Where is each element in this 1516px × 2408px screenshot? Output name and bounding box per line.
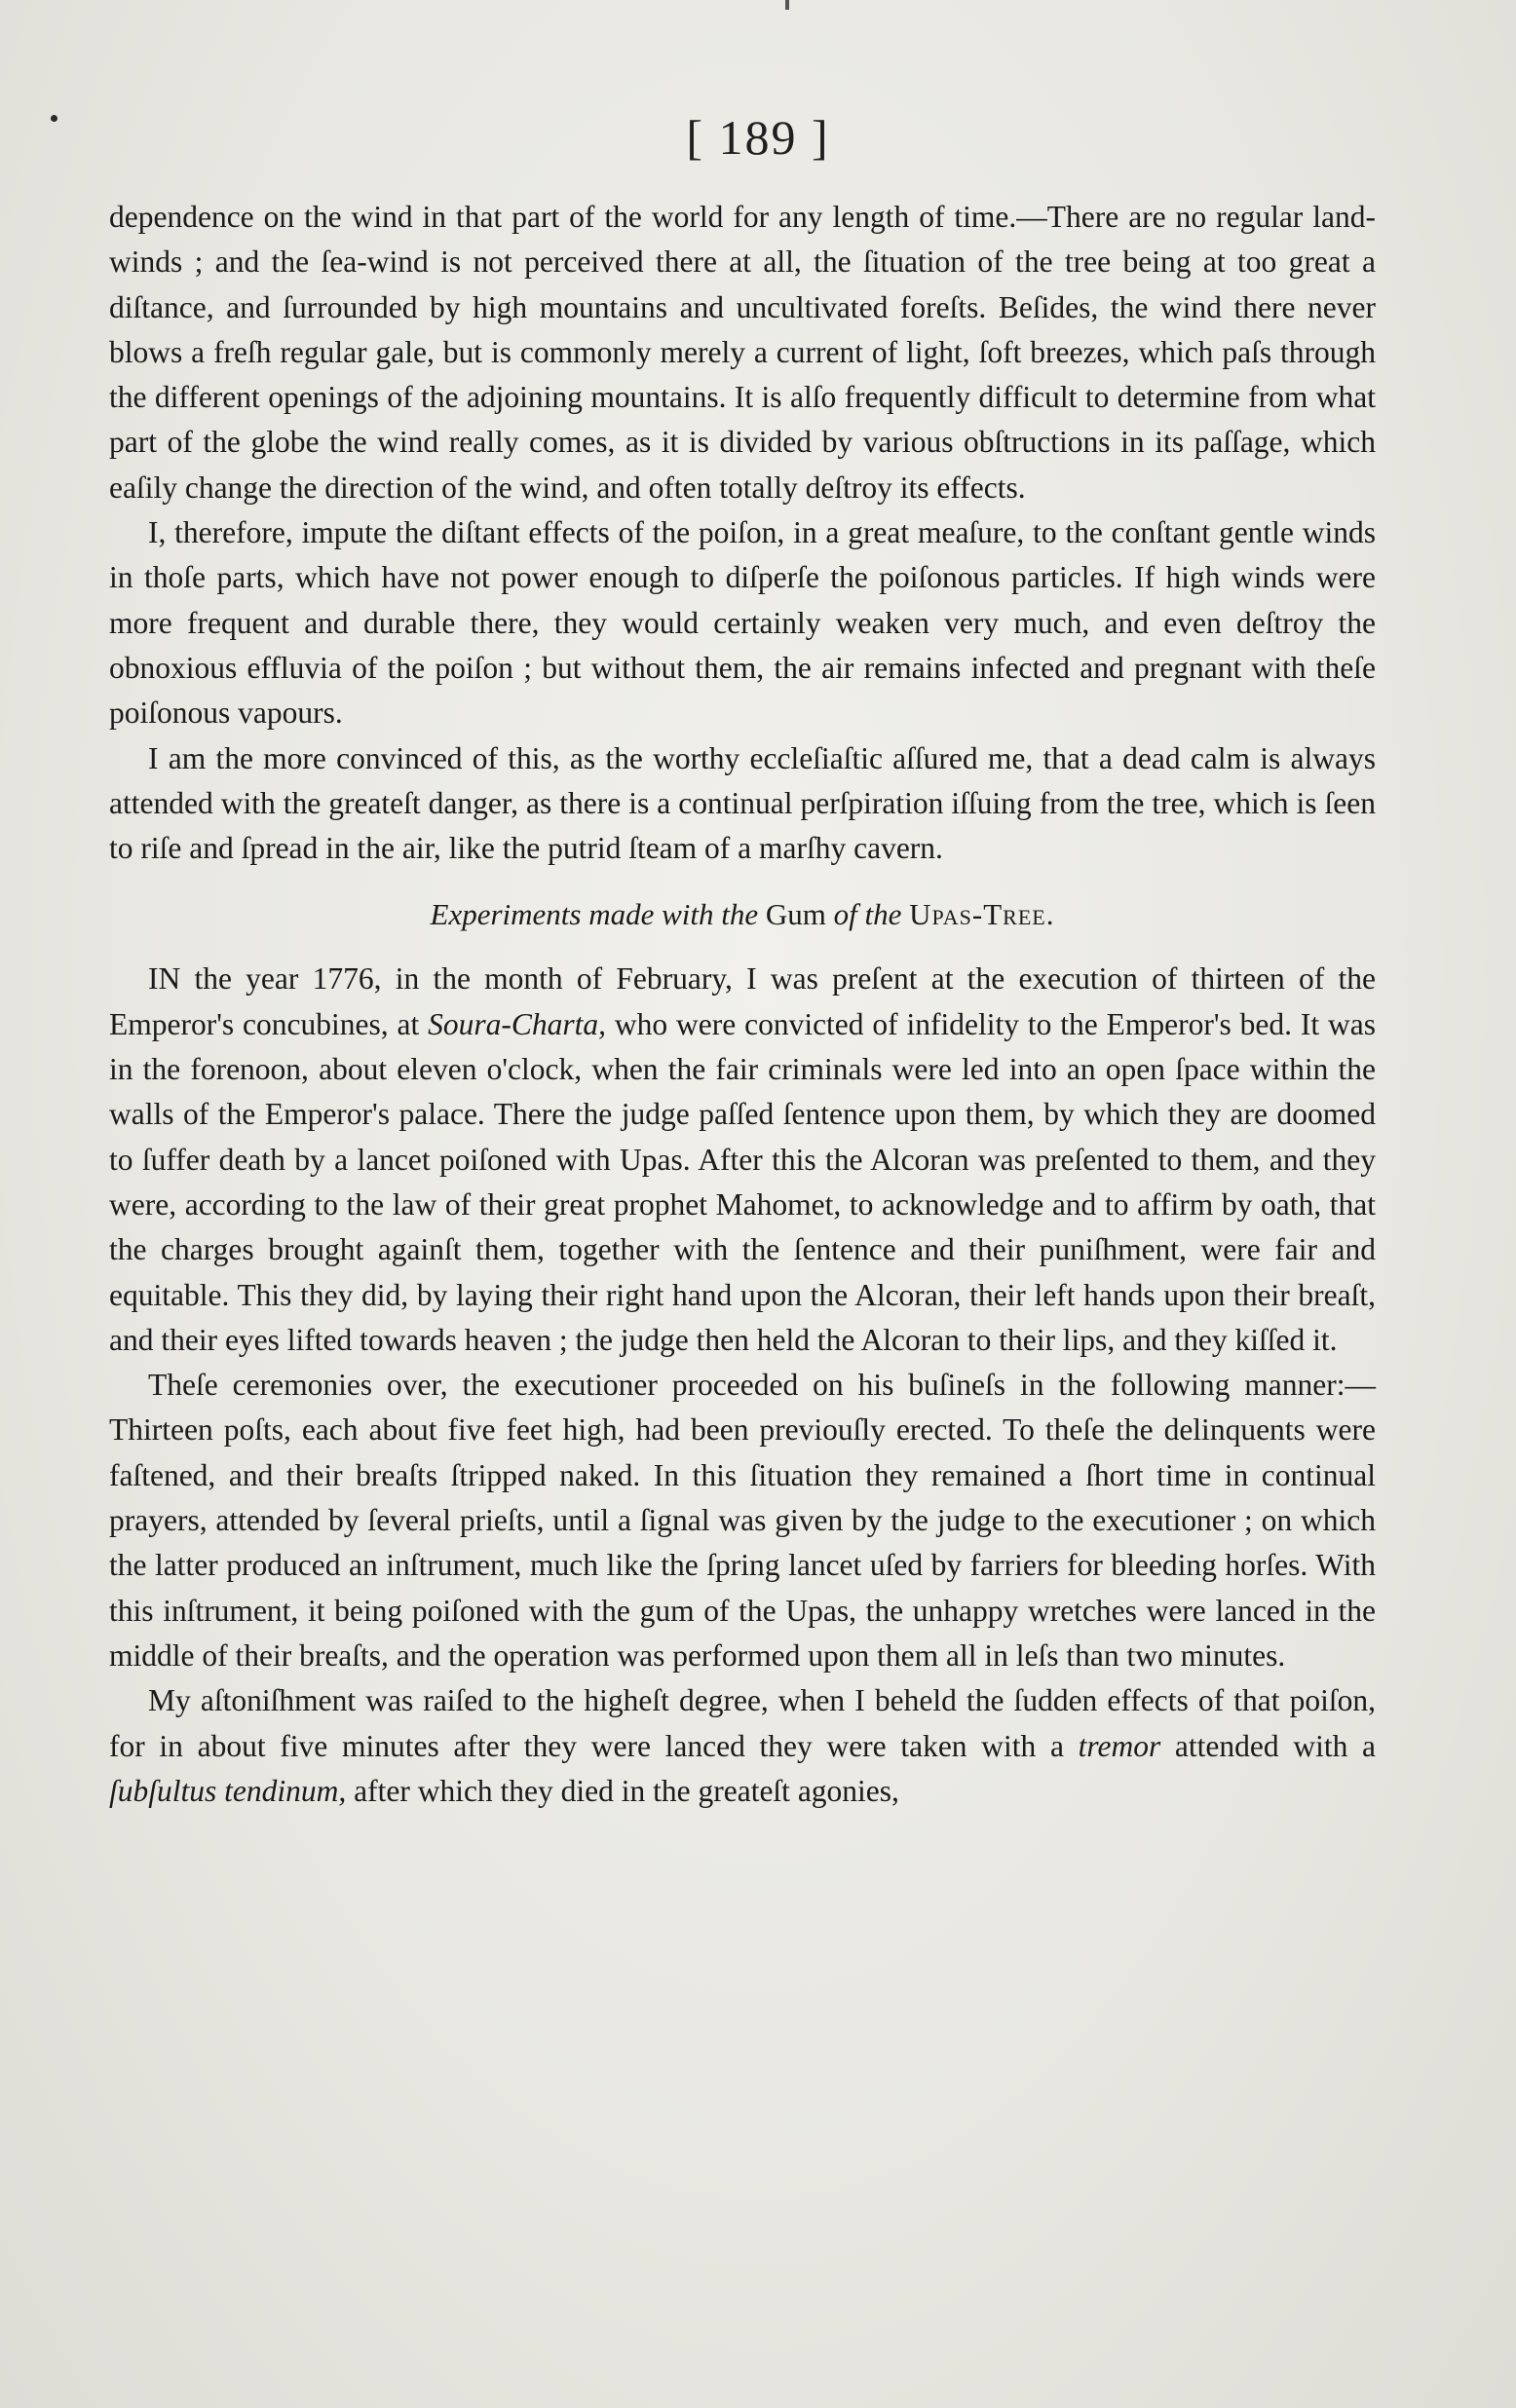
heading-part-2: Gum bbox=[765, 897, 826, 932]
paragraph-distant-effects: I, therefore, impute the diſtant effects of the poiſon, in a great meaſure, to the conſtant gentle winds in thoſe parts, which have not power enough to diſperſe the poiſonous particles. If high winds were more frequent and durable there, they would certainly weaken very much, and even deſtroy the obnoxious effluvia of the poiſon ; but without them, the air remains infected and pregnant with theſe poiſonous vapours. bbox=[109, 515, 1376, 731]
section-heading bbox=[109, 892, 1376, 937]
place-name: Soura-Charta, bbox=[428, 1006, 606, 1041]
paragraph-astonishment bbox=[109, 1678, 1376, 1814]
astonishment-text-c: after which they died in the greateſt agonies, bbox=[346, 1773, 899, 1808]
execution-text-b: who were convicted of infidelity to the Emperor's bed. It was in the forenoon, about eleven o'clock, when the fair criminals were led into an open ſpace within the walls of the Emperor's palace. There the judge paſſed ſentence upon them, by which they are doomed to ſuffer death by a lancet poiſoned with Upas. After this the Alcoran was preſented to them, and they were, according to the law of their great prophet Mahomet, to acknowledge and to affirm by oath, that the charges brought againſt them, together with the ſentence and their puniſhment, were fair and equitable. This they did, by laying their right hand upon the Alcoran, their left hands upon their breaſt, and their eyes lifted towards heaven ; the judge then held the Alcoran to their lips, and they kiſſed it. bbox=[109, 1006, 1376, 1357]
execution-text-a: IN the year 1776, in the month of February, I was preſent at the execution of thirteen of the Emperor's concubines, at bbox=[109, 961, 1376, 1041]
heading-part-4: Upas-Tree. bbox=[909, 897, 1055, 932]
tremor-term: tremor bbox=[1078, 1728, 1161, 1763]
paragraph-ceremonies: Theſe ceremonies over, the executioner proceeded on his buſineſs in the following manner:—Thirteen poſts, each about five feet high, had been previouſly erected. To theſe the delinquents were faſtened, and their breaſts ſtripped naked. In this ſituation they remained a ſhort time in continual prayers, attended by ſeveral prieſts, until a ſignal was given by the judge to the executioner ; on which the latter produced an inſtrument, much like the ſpring lancet uſed by farriers for bleeding horſes. With this inſtrument, it being poiſoned with the gum of the Upas, the unhappy wretches were lanced in the middle of their breaſts, and the operation was performed upon them all in leſs than two minutes. bbox=[109, 1368, 1376, 1673]
page-number: [ 189 ] bbox=[686, 110, 830, 165]
paragraph-dead-calm: I am the more convinced of this, as the worthy eccleſiaſtic aſſured me, that a dead calm is always attended with the greateſt danger, as there is a continual perſpiration iſſuing from the tree, which is ſeen to riſe and ſpread in the air, like the putrid ſteam of a marſhy cavern. bbox=[109, 740, 1376, 866]
paragraph-execution bbox=[109, 957, 1376, 1363]
subsultus-term: ſubſultus tendinum, bbox=[109, 1773, 347, 1808]
astonishment-text-b: attended with a bbox=[1160, 1728, 1377, 1763]
heading-part-1: Experiments made with the bbox=[430, 897, 759, 932]
heading-part-3: of the bbox=[833, 897, 902, 932]
paragraph-wind-dependence: dependence on the wind in that part of the world for any length of time.—There are no regular land-winds ; and the ſea-wind is not perceived there at all, the ſituation of the tree being at too great a diſtance, and ſurrounded by high mountains and uncultivated foreſts. Beſides, the wind there never blows a freſh regular gale, but is commonly merely a current of light, ſoft breezes, which paſs through the different openings of the adjoining mountains. It is alſo frequently difficult to determine from what part of the globe the wind really comes, as it is divided by various obſtructions in its paſſage, which eaſily change the direction of the wind, and often totally deſtroy its effects. bbox=[109, 200, 1376, 505]
astonishment-text-a: My aſtoniſhment was raiſed to the higheſt degree, when I beheld the ſudden effects of that poiſon, for in about five minutes after they were lanced they were taken with a bbox=[109, 1683, 1376, 1763]
body-text bbox=[109, 195, 1376, 1814]
top-edge-mark bbox=[785, 0, 789, 10]
